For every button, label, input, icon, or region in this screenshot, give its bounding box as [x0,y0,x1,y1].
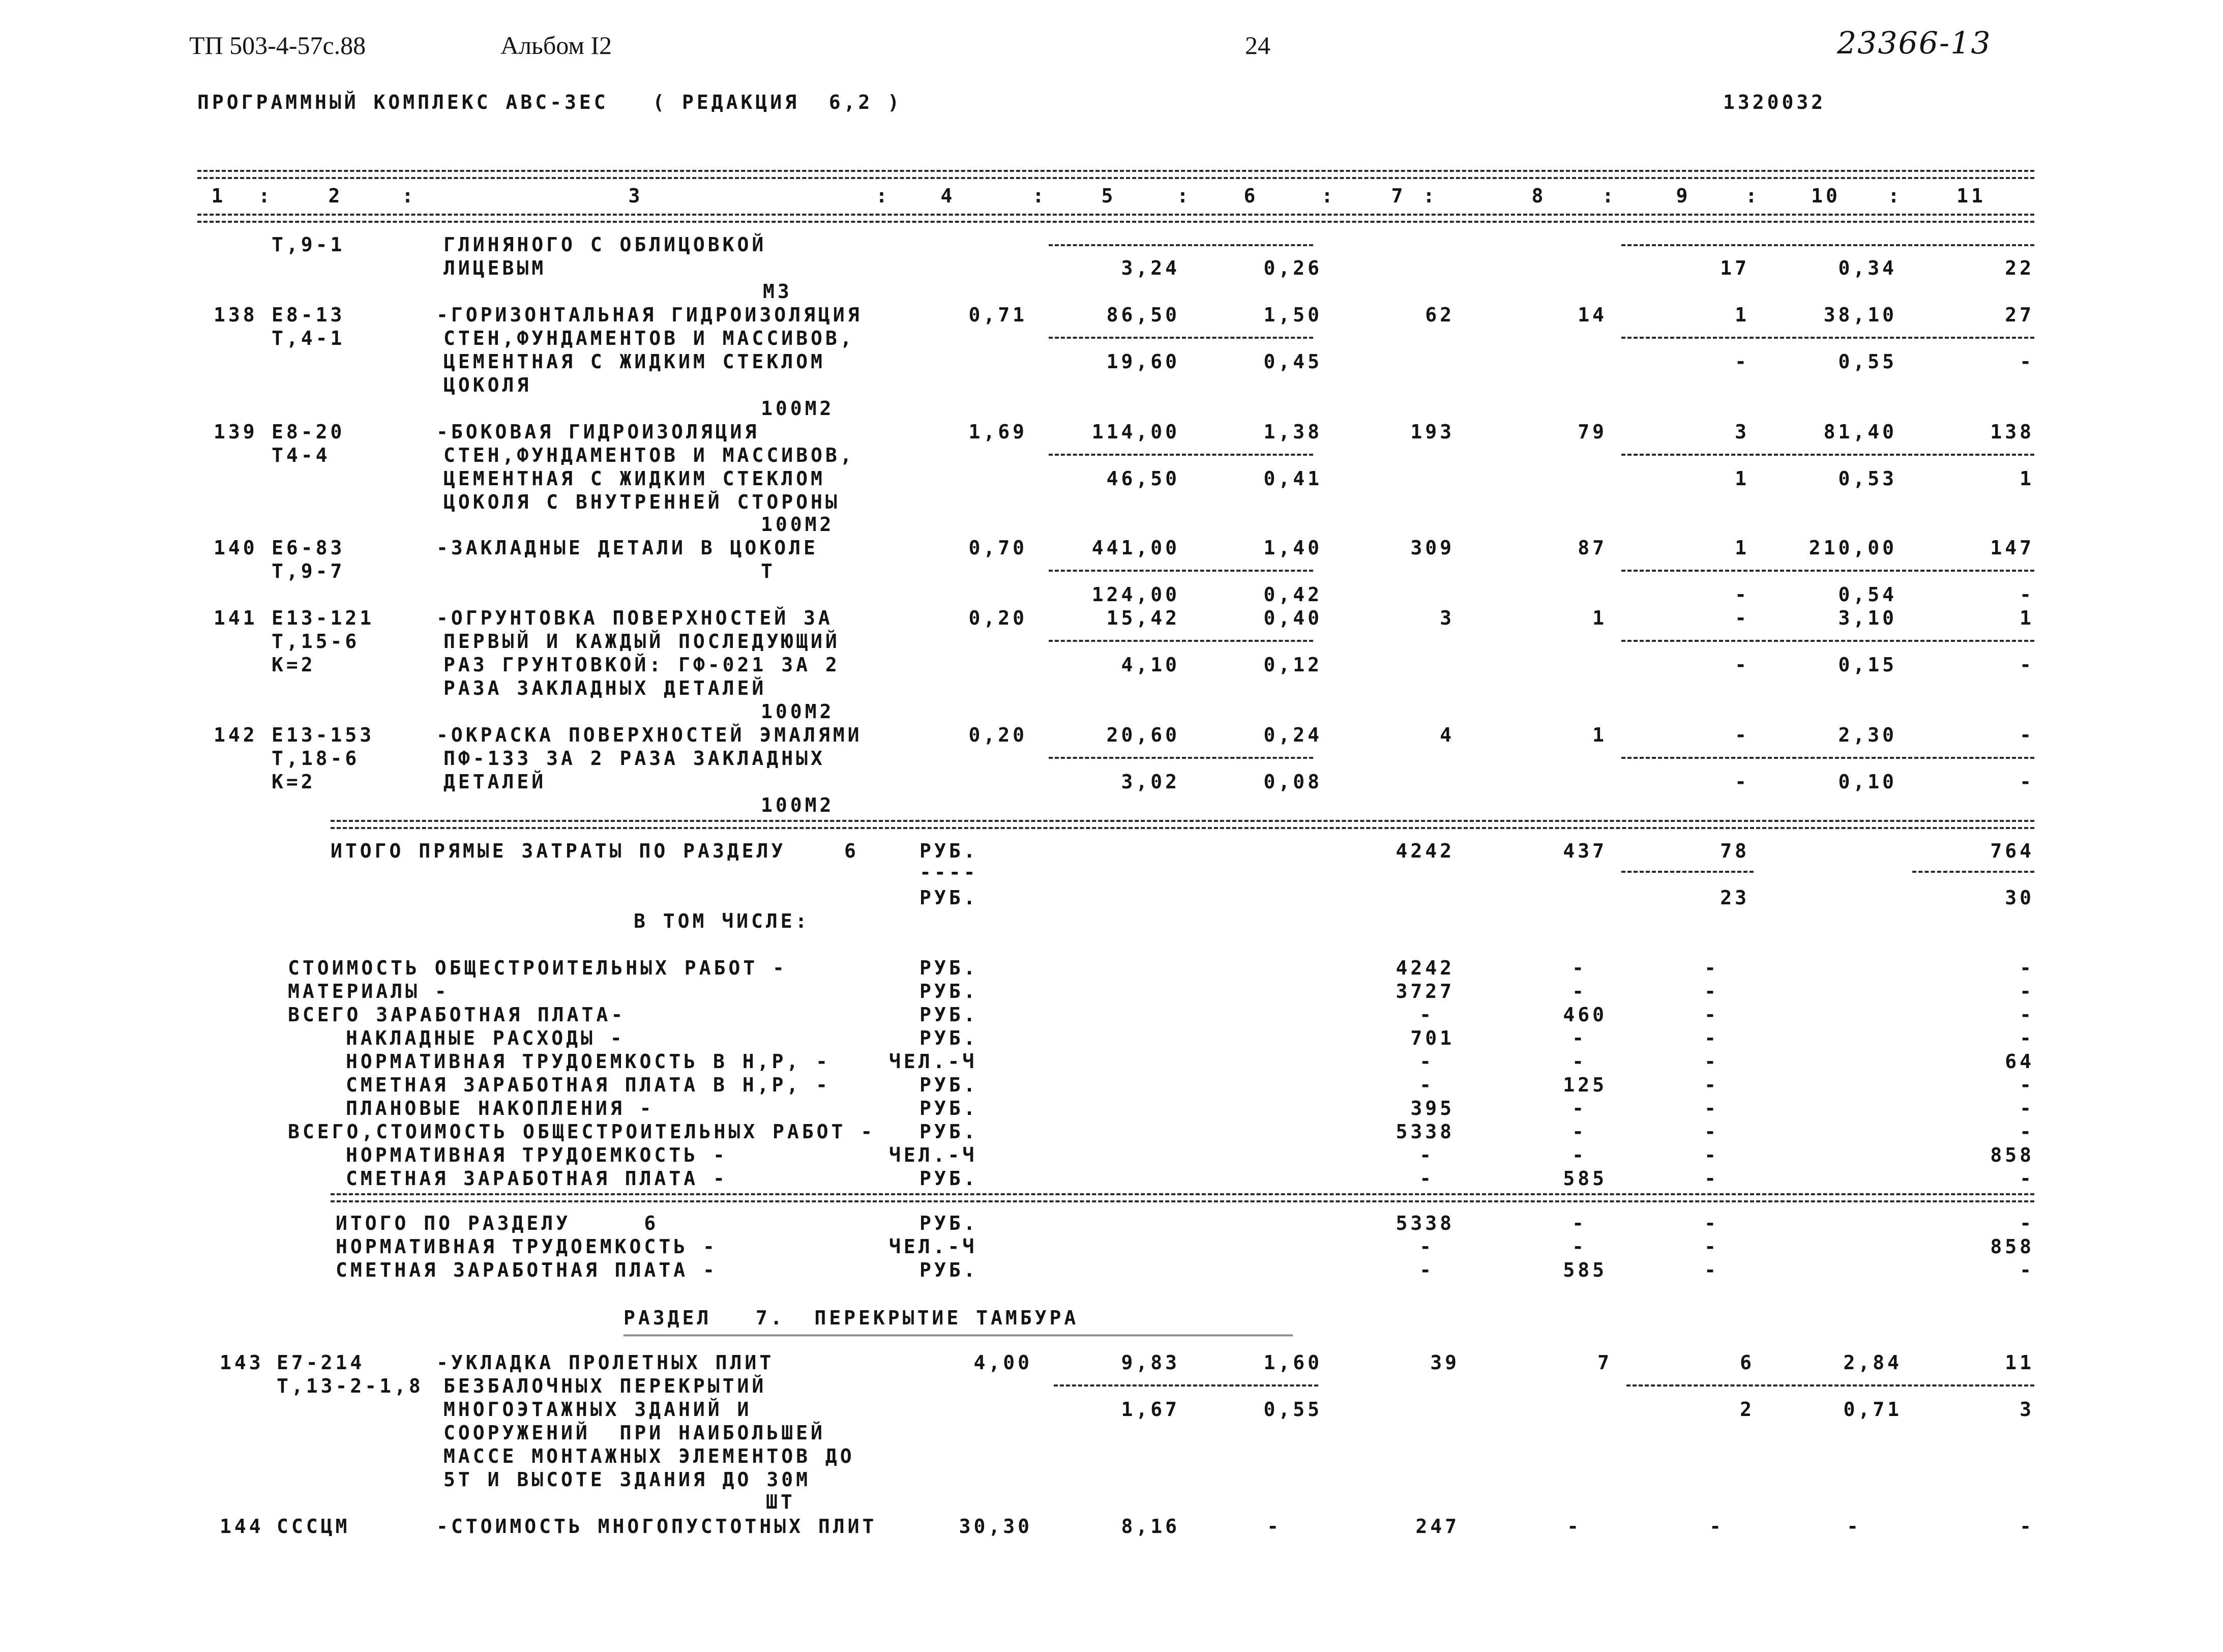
rule [331,820,2034,822]
col8-value: - [1567,1515,1582,1538]
cell-split-rule [1621,244,2034,246]
col9-lower: 2 [1740,1398,1755,1421]
rule [331,1193,2034,1195]
col4-value: 1,69 [968,421,1027,443]
col6-value: 1,50 [1263,304,1322,326]
col10-value: - [1847,1515,1861,1538]
col-sep: : [1745,185,1760,207]
col10-value: 2,84 [1843,1351,1902,1374]
breakdown-col11: 64 [2005,1050,2034,1073]
col7-value: 39 [1430,1351,1460,1374]
section-total-col7: 5338 [1396,1212,1455,1234]
col-sep: : [1032,185,1047,207]
row-description: -ГОРИЗОНТАЛЬНАЯ ГИДРОИЗОЛЯЦИЯ [436,304,863,326]
col-header-9: 9 [1676,185,1691,207]
col10-lower: 0,55 [1838,350,1897,373]
row-description: ЦЕМЕНТНАЯ С ЖИДКИМ СТЕКЛОМ [443,467,825,490]
col-header-10: 10 [1811,185,1841,207]
col-sep: : [258,185,273,207]
col11-value: 1 [2020,607,2034,629]
col10-lower: 0,34 [1838,257,1897,279]
row-code: Т4-4 [272,444,331,466]
section-total-col9: - [1704,1235,1719,1258]
row-code: Е13-153 [272,724,375,746]
breakdown-label: ВСЕГО,СТОИМОСТЬ ОБЩЕСТРОИТЕЛЬНЫХ РАБОТ - [288,1120,876,1143]
section-total-unit: ЧЕЛ.-Ч [889,1235,977,1258]
col11-lower: - [2020,654,2034,676]
col-header-7: 7 [1391,185,1406,207]
col5-lower: 3,24 [1121,257,1180,279]
col11-lower: - [2020,350,2034,373]
cell-split-rule [1049,640,1313,642]
breakdown-label: СТОИМОСТЬ ОБЩЕСТРОИТЕЛЬНЫХ РАБОТ - [288,957,787,979]
row-code: Е13-121 [272,607,375,629]
row-code: Е8-20 [272,421,345,443]
breakdown-label: НОРМАТИВНАЯ ТРУДОЕМКОСТЬ - [346,1144,728,1166]
col6-lower: 0,12 [1263,654,1322,676]
row-code: Е6-83 [272,537,345,559]
total-col9-lower: 23 [1720,887,1750,909]
breakdown-col11: - [2020,1167,2034,1190]
cell-split-rule [1049,454,1313,456]
col5-value: 8,16 [1121,1515,1180,1538]
row-unit: Т [761,560,776,582]
cell-split-rule [1049,337,1313,339]
row-description: МНОГОЭТАЖНЫХ ЗДАНИЙ И [443,1398,752,1421]
col-header-3: 3 [628,185,643,207]
breakdown-label: МАТЕРИАЛЫ - [288,980,450,1002]
col-header-6: 6 [1243,185,1259,207]
row-number: 141 [214,607,258,629]
col5-value: 441,00 [1091,537,1180,559]
col4-value: 4,00 [973,1351,1032,1374]
breakdown-col9: - [1704,1074,1719,1096]
col11-value: - [2020,724,2034,746]
row-unit: 100М2 [761,794,835,816]
cell-split-rule [1621,871,1754,873]
section-title-underline [624,1335,1293,1338]
total-col11-lower: 30 [2005,887,2034,909]
breakdown-col7: - [1419,1004,1434,1026]
total-unit: РУБ. [920,887,979,909]
row-code: Т,18-6 [272,747,360,770]
breakdown-label: ПЛАНОВЫЕ НАКОПЛЕНИЯ - [346,1097,655,1119]
row-number: 143 [220,1351,264,1374]
row-number: 140 [214,537,258,559]
col-sep: : [1177,185,1192,207]
col11-value: 27 [2005,304,2034,326]
col10-value: 81,40 [1823,421,1897,443]
col6-value: 1,40 [1263,537,1322,559]
col6-lower: 0,26 [1263,257,1322,279]
row-description: ПФ-133 ЗА 2 РАЗА ЗАКЛАДНЫХ [443,747,825,770]
col6-value: 0,40 [1263,607,1322,629]
row-description: СООРУЖЕНИЙ ПРИ НАИБОЛЬШЕЙ [443,1422,825,1444]
breakdown-unit: РУБ. [920,957,979,979]
cell-split-rule [1049,570,1313,572]
col7-value: 62 [1425,304,1455,326]
row-description: -ЗАКЛАДНЫЕ ДЕТАЛИ В ЦОКОЛЕ [436,537,818,559]
breakdown-label: СМЕТНАЯ ЗАРАБОТНАЯ ПЛАТА В Н,Р, - [346,1074,831,1096]
col4-value: 0,20 [968,607,1027,629]
total-col11: 764 [1990,840,2034,862]
row-description: РАЗА ЗАКЛАДНЫХ ДЕТАЛЕЙ [443,677,767,699]
col9-value: 6 [1740,1351,1755,1374]
breakdown-col8: - [1572,1097,1587,1119]
row-description: ЛИЦЕВЫМ [443,257,547,279]
col5-value: 20,60 [1106,724,1180,746]
col5-value: 15,42 [1106,607,1180,629]
col-sep: : [1423,185,1438,207]
row-description: ЦОКОЛЯ С ВНУТРЕННЕЙ СТОРОНЫ [443,491,840,513]
col11-lower: - [2020,583,2034,606]
row-description: СТЕН,ФУНДАМЕНТОВ И МАССИВОВ, [443,327,855,349]
row-description: ЦЕМЕНТНАЯ С ЖИДКИМ СТЕКЛОМ [443,350,825,373]
col4-value: 0,70 [968,537,1027,559]
col9-lower: - [1735,771,1750,793]
row-description: -УКЛАДКА ПРОЛЕТНЫХ ПЛИТ [436,1351,775,1374]
breakdown-col11: - [2020,1120,2034,1143]
col10-value: 38,10 [1823,304,1897,326]
col6-lower: 0,08 [1263,771,1322,793]
program-title: ПРОГРАММНЫЙ КОМПЛЕКС АВС-3ЕС ( РЕДАКЦИЯ 6,2 ) [197,91,903,113]
col4-value: 0,71 [968,304,1027,326]
col4-value: 0,20 [968,724,1027,746]
col5-value: 114,00 [1091,421,1180,443]
col8-value: 7 [1597,1351,1612,1374]
col8-value: 79 [1578,421,1607,443]
total-col9: 78 [1720,840,1750,862]
row-description: ДЕТАЛЕЙ [443,771,547,793]
rule [197,221,2034,223]
col11-value: 147 [1990,537,2034,559]
col6-lower: 0,41 [1263,467,1322,490]
breakdown-col8: - [1572,980,1587,1002]
row-description: -ОКРАСКА ПОВЕРХНОСТЕЙ ЭМАЛЯМИ [436,724,863,746]
col10-value: 3,10 [1838,607,1897,629]
row-description: МАССЕ МОНТАЖНЫХ ЭЛЕМЕНТОВ ДО [443,1445,855,1467]
doc-code: ТП 503-4-57с.88 [189,31,366,60]
col11-value: 138 [1990,421,2034,443]
col10-lower: 0,53 [1838,467,1897,490]
rule [331,827,2034,829]
col-sep: : [402,185,417,207]
cell-split-rule [1049,244,1313,246]
total-col8: 437 [1563,840,1607,862]
section-total-col9: - [1704,1259,1719,1281]
cell-split-rule [1621,337,2034,339]
breakdown-label: СМЕТНАЯ ЗАРАБОТНАЯ ПЛАТА - [346,1167,728,1190]
col-header-5: 5 [1101,185,1116,207]
col7-value: 309 [1410,537,1455,559]
col9-value: - [1709,1515,1724,1538]
col9-lower: - [1735,583,1750,606]
row-description: РАЗ ГРУНТОВКОЙ: ГФ-021 ЗА 2 [443,654,840,676]
cell-split-rule [1049,757,1313,759]
row-number: 139 [214,421,258,443]
breakdown-col8: 460 [1563,1004,1607,1026]
breakdown-col9: - [1704,1144,1719,1166]
col9-lower: 17 [1720,257,1750,279]
col5-lower: 124,00 [1091,583,1180,606]
breakdown-col9: - [1704,1004,1719,1026]
breakdown-col8: 125 [1563,1074,1607,1096]
col6-value: 0,24 [1263,724,1322,746]
row-description: СТЕН,ФУНДАМЕНТОВ И МАССИВОВ, [443,444,855,466]
doc-number: 1320032 [1723,91,1826,113]
col-sep: : [876,185,891,207]
breakdown-col7: 395 [1410,1097,1455,1119]
breakdown-col8: - [1572,1144,1587,1166]
breakdown-col8: - [1572,1027,1587,1049]
breakdown-col7: - [1419,1167,1434,1190]
breakdown-unit: РУБ. [920,1097,979,1119]
section-total-col11: - [2020,1212,2034,1234]
row-code: Т,9-1 [272,233,345,256]
total-unit: РУБ. [920,840,979,862]
breakdown-col11: - [2020,1097,2034,1119]
col9-value: 1 [1735,304,1750,326]
col7-value: 3 [1440,607,1455,629]
rule [197,170,2034,172]
col5-lower: 3,02 [1121,771,1180,793]
col-header-1: 1 [211,185,226,207]
total-dash: ---- [920,861,979,883]
col11-lower: - [2020,771,2034,793]
row-code: Т,9-7 [272,560,345,582]
row-unit: 100М2 [761,700,835,723]
breakdown-col9: - [1704,1050,1719,1073]
col5-lower: 1,67 [1121,1398,1180,1421]
section-total-col8: - [1572,1235,1587,1258]
rule [197,177,2034,179]
col6-value: - [1267,1515,1282,1538]
col6-value: 1,60 [1263,1351,1322,1374]
col-header-2: 2 [328,185,343,207]
col9-value: 3 [1735,421,1750,443]
col5-lower: 46,50 [1106,467,1180,490]
row-code: Т,15-6 [272,630,360,653]
row-description: -СТОИМОСТЬ МНОГОПУСТОТНЫХ ПЛИТ [436,1515,877,1538]
col7-value: 247 [1415,1515,1460,1538]
total-section-number: 6 [844,840,859,862]
breakdown-col9: - [1704,1097,1719,1119]
breakdown-col11: - [2020,957,2034,979]
breakdown-unit: РУБ. [920,980,979,1002]
col11-lower: 3 [2020,1398,2034,1421]
breakdown-unit: РУБ. [920,1027,979,1049]
breakdown-col7: 3727 [1396,980,1455,1002]
total-label: ИТОГО ПРЯМЫЕ ЗАТРАТЫ ПО РАЗДЕЛУ [331,840,786,862]
row-number: 144 [220,1515,264,1538]
row-code: Е8-13 [272,304,345,326]
col8-value: 1 [1592,607,1607,629]
breakdown-col11: 858 [1990,1144,2034,1166]
page-number: 24 [1245,31,1270,60]
breakdown-col9: - [1704,957,1719,979]
total-col7: 4242 [1396,840,1455,862]
col5-lower: 4,10 [1121,654,1180,676]
cell-split-rule [1054,1384,1318,1386]
col9-value: - [1735,607,1750,629]
col8-value: 1 [1592,724,1607,746]
breakdown-col8: - [1572,957,1587,979]
col11-lower: 1 [2020,467,2034,490]
col4-value: 30,30 [959,1515,1032,1538]
section-total-label: НОРМАТИВНАЯ ТРУДОЕМКОСТЬ - [336,1235,718,1258]
col6-lower: 0,42 [1263,583,1322,606]
row-description: 5Т И ВЫСОТЕ ЗДАНИЯ ДО 30М [443,1468,811,1491]
breakdown-label: НАКЛАДНЫЕ РАСХОДЫ - [346,1027,625,1049]
breakdown-col9: - [1704,980,1719,1002]
breakdown-col11: - [2020,1074,2034,1096]
section-total-col7: - [1419,1235,1434,1258]
row-unit: ШТ [766,1491,795,1513]
col-sep: : [1321,185,1336,207]
col-header-8: 8 [1531,185,1547,207]
col5-value: 86,50 [1106,304,1180,326]
breakdown-col11: - [2020,1004,2034,1026]
section-total-col8: 585 [1563,1259,1607,1281]
section-total-unit: РУБ. [920,1212,979,1234]
including-heading: В ТОМ ЧИСЛЕ: [634,910,810,932]
section-total-label: СМЕТНАЯ ЗАРАБОТНАЯ ПЛАТА - [336,1259,718,1281]
col6-lower: 0,55 [1263,1398,1322,1421]
breakdown-col8: 585 [1563,1167,1607,1190]
col11-value: 11 [2005,1351,2034,1374]
col10-value: 210,00 [1809,537,1897,559]
col9-lower: 1 [1735,467,1750,490]
row-description: ГЛИНЯНОГО С ОБЛИЦОВКОЙ [443,233,767,256]
breakdown-col7: - [1419,1144,1434,1166]
row-unit: 100М2 [761,397,835,420]
row-code: СССЦМ [277,1515,350,1538]
breakdown-col9: - [1704,1120,1719,1143]
breakdown-label: НОРМАТИВНАЯ ТРУДОЕМКОСТЬ В Н,Р, - [346,1050,831,1073]
col10-lower: 0,71 [1843,1398,1902,1421]
breakdown-unit: РУБ. [920,1120,979,1143]
row-description: БЕЗБАЛОЧНЫХ ПЕРЕКРЫТИЙ [443,1375,767,1397]
breakdown-unit: РУБ. [920,1167,979,1190]
col9-value: 1 [1735,537,1750,559]
breakdown-col8: - [1572,1120,1587,1143]
col11-lower: 22 [2005,257,2034,279]
breakdown-col9: - [1704,1167,1719,1190]
section-total-col11: - [2020,1259,2034,1281]
breakdown-unit: РУБ. [920,1074,979,1096]
col-header-4: 4 [940,185,956,207]
col8-value: 14 [1578,304,1607,326]
col9-lower: - [1735,350,1750,373]
row-description: ПЕРВЫЙ И КАЖДЫЙ ПОСЛЕДУЮЩИЙ [443,630,840,653]
rule [331,1200,2034,1202]
col10-lower: 0,15 [1838,654,1897,676]
breakdown-col7: - [1419,1050,1434,1073]
col6-value: 1,38 [1263,421,1322,443]
cell-split-rule [1912,871,2034,873]
col-sep: : [1602,185,1617,207]
row-number: 138 [214,304,258,326]
breakdown-col8: - [1572,1050,1587,1073]
cell-split-rule [1626,1384,2034,1386]
col10-value: 2,30 [1838,724,1897,746]
breakdown-col7: 701 [1410,1027,1455,1049]
breakdown-col7: - [1419,1074,1434,1096]
section-total-unit: РУБ. [920,1259,979,1281]
cell-split-rule [1621,570,2034,572]
row-number: 142 [214,724,258,746]
row-unit: М3 [763,280,792,303]
section-total-col11: 858 [1990,1235,2034,1258]
row-unit: 100М2 [761,513,835,536]
row-description: -БОКОВАЯ ГИДРОИЗОЛЯЦИЯ [436,421,760,443]
row-code: Е7-214 [277,1351,365,1374]
breakdown-label: ВСЕГО ЗАРАБОТНАЯ ПЛАТА- [288,1004,626,1026]
cell-split-rule [1621,640,2034,642]
breakdown-unit: ЧЕЛ.-Ч [889,1050,977,1073]
row-code: К=2 [272,654,316,676]
col-header-11: 11 [1957,185,1986,207]
row-code: Т,4-1 [272,327,345,349]
col7-value: 4 [1440,724,1455,746]
col-sep: : [1888,185,1903,207]
col11-value: - [2020,1515,2034,1538]
col5-value: 9,83 [1121,1351,1180,1374]
breakdown-col7: 5338 [1396,1120,1455,1143]
album-label: Альбом I2 [500,31,612,60]
row-code: К=2 [272,771,316,793]
breakdown-col7: 4242 [1396,957,1455,979]
col9-value: - [1735,724,1750,746]
cell-split-rule [1621,757,2034,759]
section-total-col8: - [1572,1212,1587,1234]
row-code: Т,13-2-1,8 [277,1375,424,1397]
cell-split-rule [1621,454,2034,456]
section-total-col9: - [1704,1212,1719,1234]
breakdown-col11: - [2020,980,2034,1002]
col7-value: 193 [1410,421,1455,443]
row-description: ЦОКОЛЯ [443,374,532,396]
section-total-col7: - [1419,1259,1434,1281]
breakdown-col11: - [2020,1027,2034,1049]
col8-value: 87 [1578,537,1607,559]
rule [197,214,2034,216]
col9-lower: - [1735,654,1750,676]
breakdown-unit: РУБ. [920,1004,979,1026]
col10-lower: 0,10 [1838,771,1897,793]
row-description: -ОГРУНТОВКА ПОВЕРХНОСТЕЙ ЗА [436,607,833,629]
section-title: РАЗДЕЛ 7. ПЕРЕКРЫТИЕ ТАМБУРА [624,1307,1079,1329]
handwritten-code: 23366-13 [1837,25,1992,61]
breakdown-unit: ЧЕЛ.-Ч [889,1144,977,1166]
col5-lower: 19,60 [1106,350,1180,373]
col6-lower: 0,45 [1263,350,1322,373]
breakdown-col9: - [1704,1027,1719,1049]
section-total-label: ИТОГО ПО РАЗДЕЛУ 6 [336,1212,659,1234]
col10-lower: 0,54 [1838,583,1897,606]
